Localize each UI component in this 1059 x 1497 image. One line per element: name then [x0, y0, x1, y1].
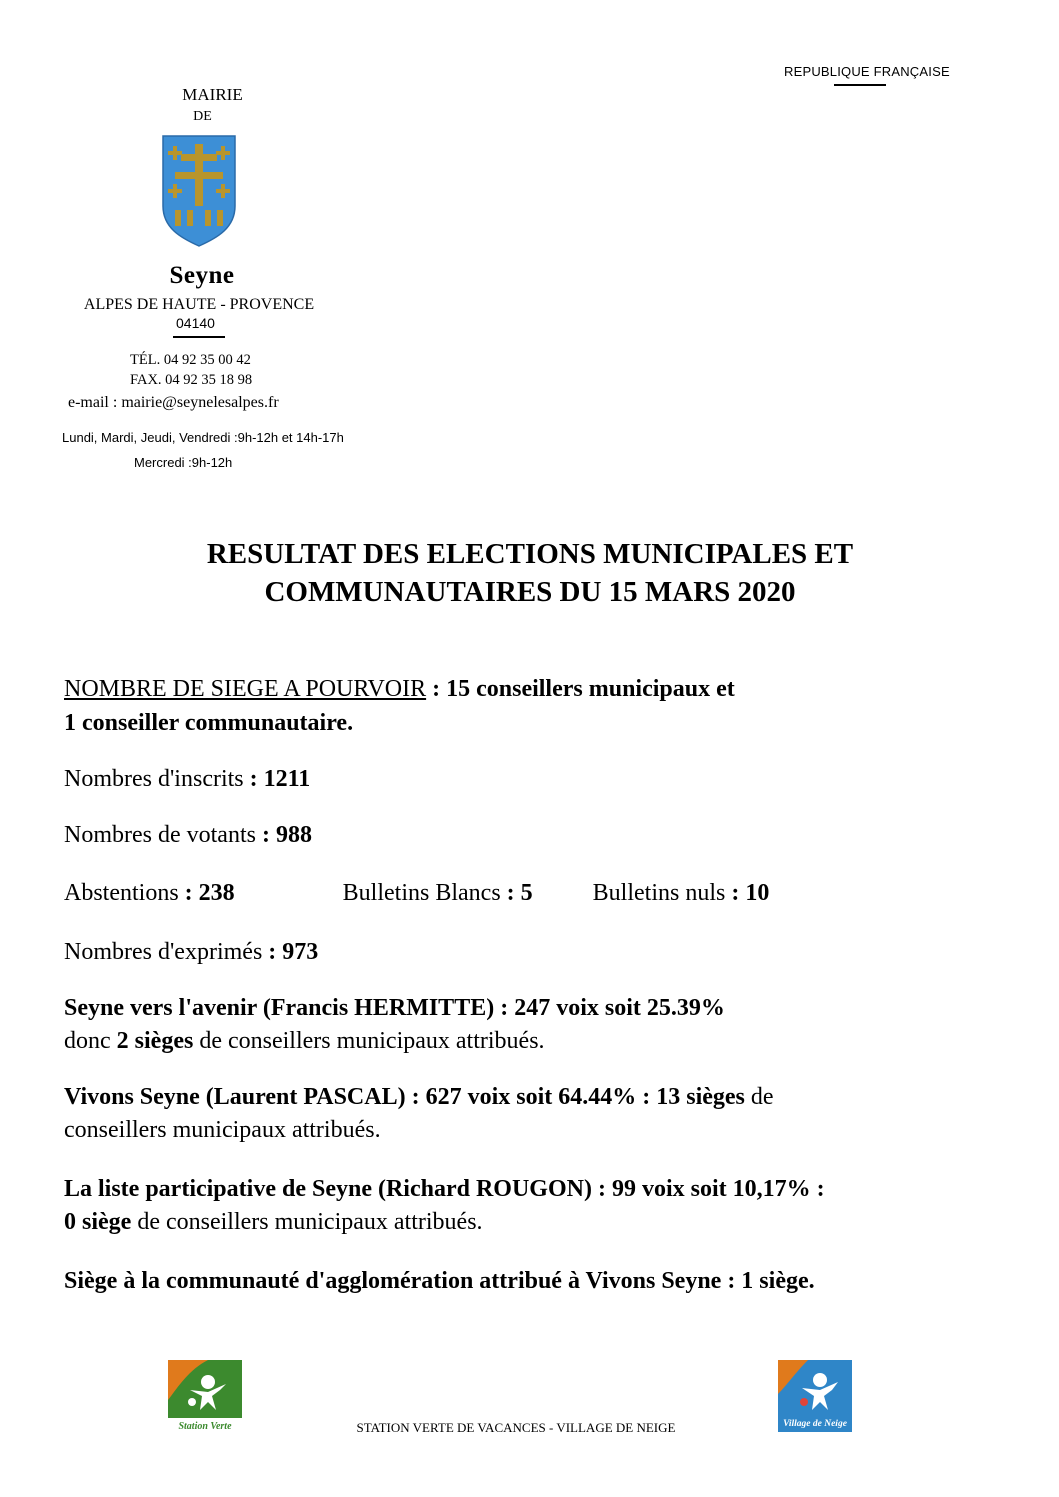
result-1-line1: Seyne vers l'avenir (Francis HERMITTE) : 247 voix soit 25.39% — [64, 995, 725, 1021]
inscrits-label: Nombres d'inscrits — [64, 766, 250, 792]
page-title — [100, 535, 960, 611]
community-seat-line: Siège à la communauté d'agglomération attribué à Vivons Seyne : 1 siège. — [64, 1268, 815, 1294]
result-3-seats: 0 siège — [64, 1209, 132, 1235]
postcode-underline — [173, 336, 225, 338]
seats-label: NOMBRE DE SIEGE A POURVOIR — [64, 676, 427, 702]
exprimes-line — [64, 935, 984, 969]
region-label: ALPES DE HAUTE - PROVENCE — [83, 296, 315, 313]
email: e-mail : mairie@seynelesalpes.fr — [68, 394, 279, 411]
blancs-value: : 5 — [506, 880, 533, 906]
nuls-value: : 10 — [731, 880, 770, 906]
postcode: 04140 — [176, 315, 215, 331]
mairie-label: MAIRIE — [182, 85, 243, 104]
votants-value: : 988 — [261, 822, 312, 848]
votants-line — [64, 818, 984, 852]
commune-name: Seyne — [169, 262, 235, 289]
result-2-line2: conseillers municipaux attribués. — [64, 1117, 381, 1143]
result-2-line1-post: de — [744, 1084, 774, 1110]
inscrits-value: : 1211 — [249, 766, 311, 792]
station-verte-logo-text: Station Verte — [178, 1421, 232, 1432]
result-2-line1: Vivons Seyne (Laurent PASCAL) : 627 voix soit 64.44% : 13 sièges — [64, 1084, 745, 1110]
telephone: TÉL. 04 92 35 00 42 — [130, 352, 251, 368]
abstentions-label: Abstentions — [64, 880, 185, 906]
seats-paragraph — [64, 672, 984, 740]
republique-francaise: REPUBLIQUE FRANÇAISE — [784, 64, 950, 79]
seats-value-line1: : 15 conseillers municipaux et — [426, 676, 735, 702]
votants-label: Nombres de votants — [64, 822, 262, 848]
inscrits-line — [64, 762, 984, 796]
seats-value-line2: 1 conseiller communautaire. — [64, 710, 354, 736]
result-list-2 — [64, 1081, 984, 1147]
abstentions-line — [64, 876, 984, 910]
result-list-3 — [64, 1173, 984, 1239]
station-verte-logo-icon — [168, 1360, 242, 1432]
result-3-post: de conseillers municipaux attribués. — [131, 1209, 483, 1235]
footer-text: STATION VERTE DE VACANCES - VILLAGE DE NEIGE — [356, 1420, 676, 1435]
opening-hours-line1: Lundi, Mardi, Jeudi, Vendredi :9h-12h et 14h-17h — [62, 430, 344, 445]
nuls-label: Bulletins nuls — [592, 880, 732, 906]
result-1-seats: 2 sièges — [116, 1028, 194, 1054]
exprimes-value: : 973 — [268, 939, 319, 965]
republique-underline — [834, 84, 886, 86]
title-line1: RESULTAT DES ELECTIONS MUNICIPALES ET — [206, 538, 854, 570]
de-label: DE — [193, 109, 212, 124]
blancs-label: Bulletins Blancs — [342, 880, 507, 906]
result-1-post: de conseillers municipaux attribués. — [193, 1028, 545, 1054]
fax: FAX. 04 92 35 18 98 — [130, 372, 253, 388]
result-1-pre: donc — [64, 1028, 117, 1054]
exprimes-label: Nombres d'exprimés — [64, 939, 269, 965]
coat-of-arms-icon — [131, 126, 267, 262]
village-de-neige-logo-icon — [778, 1360, 852, 1432]
result-3-line1: La liste participative de Seyne (Richard ROUGON) : 99 voix soit 10,17% : — [64, 1176, 825, 1202]
village-de-neige-logo-text: Village de Neige — [783, 1419, 847, 1429]
abstentions-value: : 238 — [184, 880, 235, 906]
title-line2: COMMUNAUTAIRES DU 15 MARS 2020 — [264, 576, 796, 608]
result-list-1 — [64, 992, 984, 1058]
opening-hours-line2: Mercredi :9h-12h — [134, 455, 233, 470]
